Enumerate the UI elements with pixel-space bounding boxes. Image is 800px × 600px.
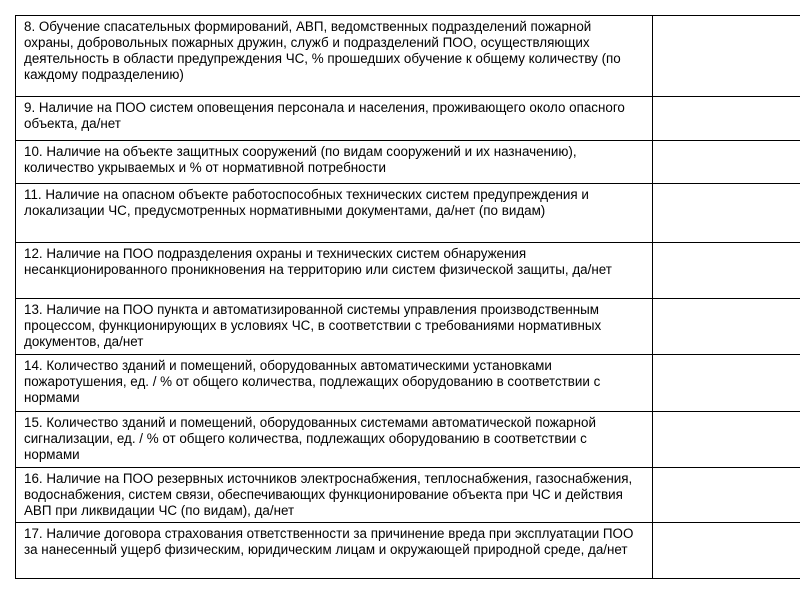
- criterion-value: [653, 468, 800, 523]
- criterion-value: [653, 141, 800, 184]
- criterion-text: 16. Наличие на ПОО резервных источников электроснабжения, теплоснабжения, газоснабжения, водоснабжения, систем связи, обеспечивающих функционирование объекта при ЧС и действия АВП при ликвидации ЧС (по видам), да/нет: [16, 468, 653, 523]
- table-row: [16, 355, 800, 412]
- criterion-text: 17. Наличие договора страхования ответственности за причинение вреда при эксплуатации ПОО за нанесенный ущерб физическим, юридическим лицам и окружающей природной среде, да/нет: [16, 523, 653, 579]
- criterion-text: 10. Наличие на объекте защитных сооружений (по видам сооружений и их назначению), количество укрываемых и % от нормативной потребности: [16, 141, 653, 184]
- table-row: [16, 468, 800, 523]
- criterion-value: [653, 355, 800, 412]
- table-row: [16, 141, 800, 184]
- criterion-value: [653, 16, 800, 97]
- table-row: [16, 412, 800, 468]
- criterion-text: 9. Наличие на ПОО систем оповещения персонала и населения, проживающего около опасного объекта, да/нет: [16, 97, 653, 141]
- table-row: [16, 97, 800, 141]
- table-row: [16, 184, 800, 243]
- criterion-value: [653, 523, 800, 579]
- criterion-text: 14. Количество зданий и помещений, оборудованных автоматическими установками пожаротушения, ед. / % от общего количества, подлежащих оборудованию в соответствии с нормами: [16, 355, 653, 412]
- criterion-text: 13. Наличие на ПОО пункта и автоматизированной системы управления производственным процессом, функционирующих в условиях ЧС, в соответствии с требованиями нормативных документов, да/нет: [16, 299, 653, 355]
- table-row: [16, 243, 800, 299]
- criterion-value: [653, 184, 800, 243]
- criterion-text: 15. Количество зданий и помещений, оборудованных системами автоматической пожарной сигнализации, ед. / % от общего количества, подлежащих оборудованию в соответствии с нормами: [16, 412, 653, 468]
- table-row: [16, 523, 800, 579]
- criterion-value: [653, 97, 800, 141]
- criterion-value: [653, 299, 800, 355]
- criterion-value: [653, 412, 800, 468]
- criterion-text: 12. Наличие на ПОО подразделения охраны и технических систем обнаружения несанкционированного проникновения на территорию или систем физической защиты, да/нет: [16, 243, 653, 299]
- criteria-table: [15, 15, 800, 579]
- criterion-text: 8. Обучение спасательных формирований, АВП, ведомственных подразделений пожарной охраны, добровольных пожарных дружин, служб и подразделений ПОО, осуществляющих деятельность в области предупреждения ЧС, % прошедших обучение к общему количеству (по каждому подразделению): [16, 16, 653, 97]
- criterion-value: [653, 243, 800, 299]
- table-row: [16, 299, 800, 355]
- criterion-text: 11. Наличие на опасном объекте работоспособных технических систем предупреждения и локализации ЧС, предусмотренных нормативными документами, да/нет (по видам): [16, 184, 653, 243]
- table-row: [16, 16, 800, 97]
